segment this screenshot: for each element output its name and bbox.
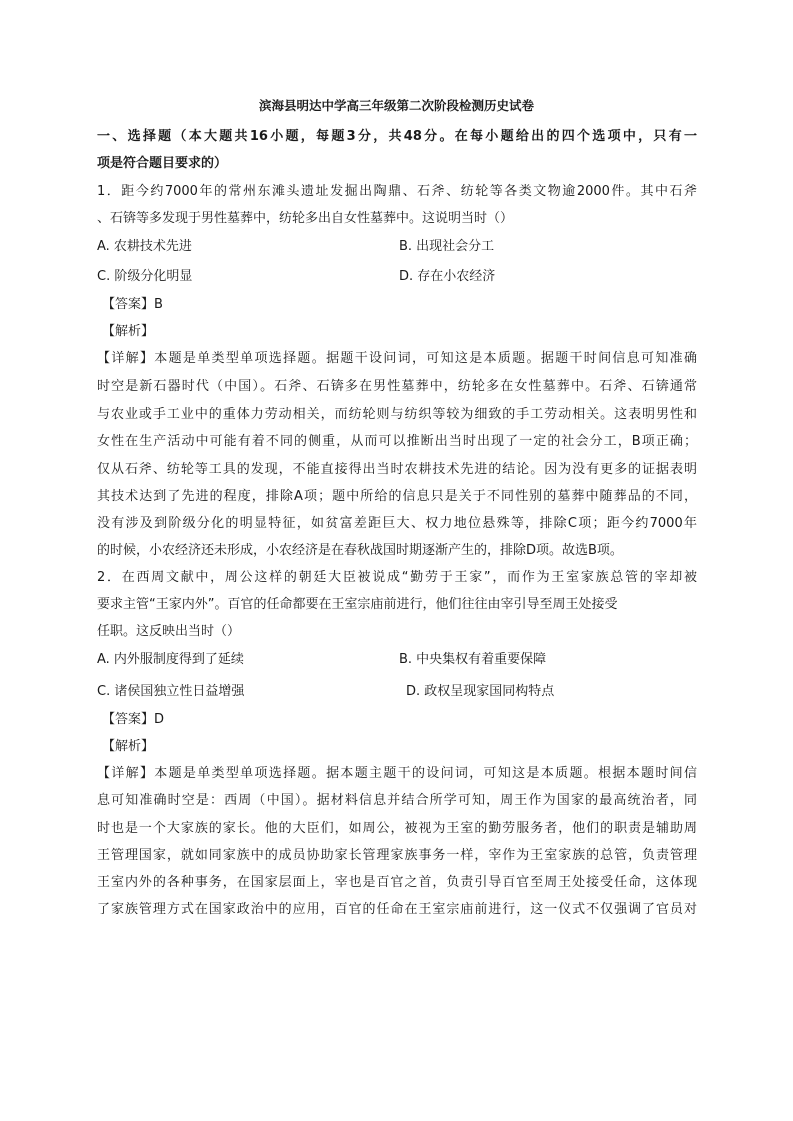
q2-answer: 【答案】D xyxy=(102,712,165,727)
q2-stem-line-2: 要求主管“王家内外”。百官的任命都要在王室宗庙前进行，他们往往由宰引导至周王处接受 xyxy=(97,597,618,612)
section-heading-line-2: 项是符合题目要求的） xyxy=(97,156,228,171)
q1-detail-line: 时空是新石器时代（中国）。石斧、石锛多在男性墓葬中，纺轮多在女性墓葬中。石斧、石锛通常 xyxy=(97,379,697,394)
q2-option-b: B. 中央集权有着重要保障 xyxy=(399,652,547,667)
q1-answer: 【答案】B xyxy=(102,297,163,312)
q1-option-c: C. 阶级分化明显 xyxy=(97,269,193,284)
q1-detail-line: 【详解】本题是单类型单项选择题。据题干设问词，可知这是本质题。据题干时间信息可知准确 xyxy=(97,351,697,366)
q2-option-d: D. 政权呈现家国同构特点 xyxy=(406,684,555,699)
q2-option-c: C. 诸侯国独立性日益增强 xyxy=(97,684,245,699)
q2-detail-line: 王管理国家，就如同家族中的成员协助家长管理家族事务一样，宰作为王室家族的总管，负责管理 xyxy=(97,848,697,863)
q2-detail-line: 息可知准确时空是：西周（中国）。据材料信息并结合所学可知，周王作为国家的最高统治者，同 xyxy=(97,793,697,808)
q2-detail-line: 王室内外的各种事务，在国家层面上，宰也是百官之首，负责引导百官至周王处接受任命，这体现 xyxy=(97,875,697,890)
q2-stem-line-1: 2．在西周文献中，周公这样的朝廷大臣被说成“勤劳于王家”，而作为王室家族总管的宰却被 xyxy=(97,570,697,585)
q1-detail-line: 的时候，小农经济还未形成，小农经济是在春秋战国时期逐渐产生的，排除D项。故选B项。 xyxy=(97,543,623,558)
q1-analysis-label: 【解析】 xyxy=(102,324,155,339)
q1-option-d: D. 存在小农经济 xyxy=(399,269,496,284)
q1-option-b: B. 出现社会分工 xyxy=(399,239,495,254)
q2-detail-line: 了家族管理方式在国家政治中的应用，百官的任命在王室宗庙前进行，这一仪式不仅强调了官员对 xyxy=(97,902,697,917)
q2-detail-line: 【详解】本题是单类型单项选择题。据本题主题干的设问词，可知这是本质题。根据本题时间信 xyxy=(97,766,697,781)
q2-analysis-label: 【解析】 xyxy=(102,739,155,754)
q1-detail-line: 与农业或手工业中的重体力劳动相关，而纺轮则与纺织等较为细致的手工劳动相关。这表明男性和 xyxy=(97,407,697,422)
q1-option-a: A. 农耕技术先进 xyxy=(97,239,192,254)
q2-stem-line-3: 任职。这反映出当时（） xyxy=(97,624,241,639)
q2-option-a: A. 内外服制度得到了延续 xyxy=(97,652,244,667)
section-heading-line-1: 一、选择题（本大题共16小题，每题3分，共48分。在每小题给出的四个选项中，只有一 xyxy=(97,129,697,144)
q1-stem-line-1: 1．距今约7000年的常州东滩头遗址发掘出陶鼎、石斧、纺轮等各类文物逾2000件。其中石斧 xyxy=(97,184,697,199)
q1-detail-line: 没有涉及到阶级分化的明显特征，如贫富差距巨大、权力地位悬殊等，排除C项；距今约7000年 xyxy=(97,516,697,531)
q2-detail-line: 时也是一个大家族的家长。他的大臣们，如周公，被视为王室的勤劳服务者，他们的职责是辅助周 xyxy=(97,821,697,836)
page-title: 滨海县明达中学高三年级第二次阶段检测历史试卷 xyxy=(258,98,534,113)
q1-detail-line: 仅从石斧、纺轮等工具的发现，不能直接得出当时农耕技术先进的结论。因为没有更多的证据表明 xyxy=(97,462,697,477)
q1-detail-line: 其技术达到了先进的程度，排除A项；题中所给的信息只是关于不同性别的墓葬中随葬品的不同， xyxy=(97,489,697,504)
q1-detail-line: 女性在生产活动中可能有着不同的侧重，从而可以推断出当时出现了一定的社会分工，B项正确； xyxy=(97,434,697,449)
q1-stem-line-2: 、石锛等多发现于男性墓葬中，纺轮多出自女性墓葬中。这说明当时（） xyxy=(97,211,514,226)
